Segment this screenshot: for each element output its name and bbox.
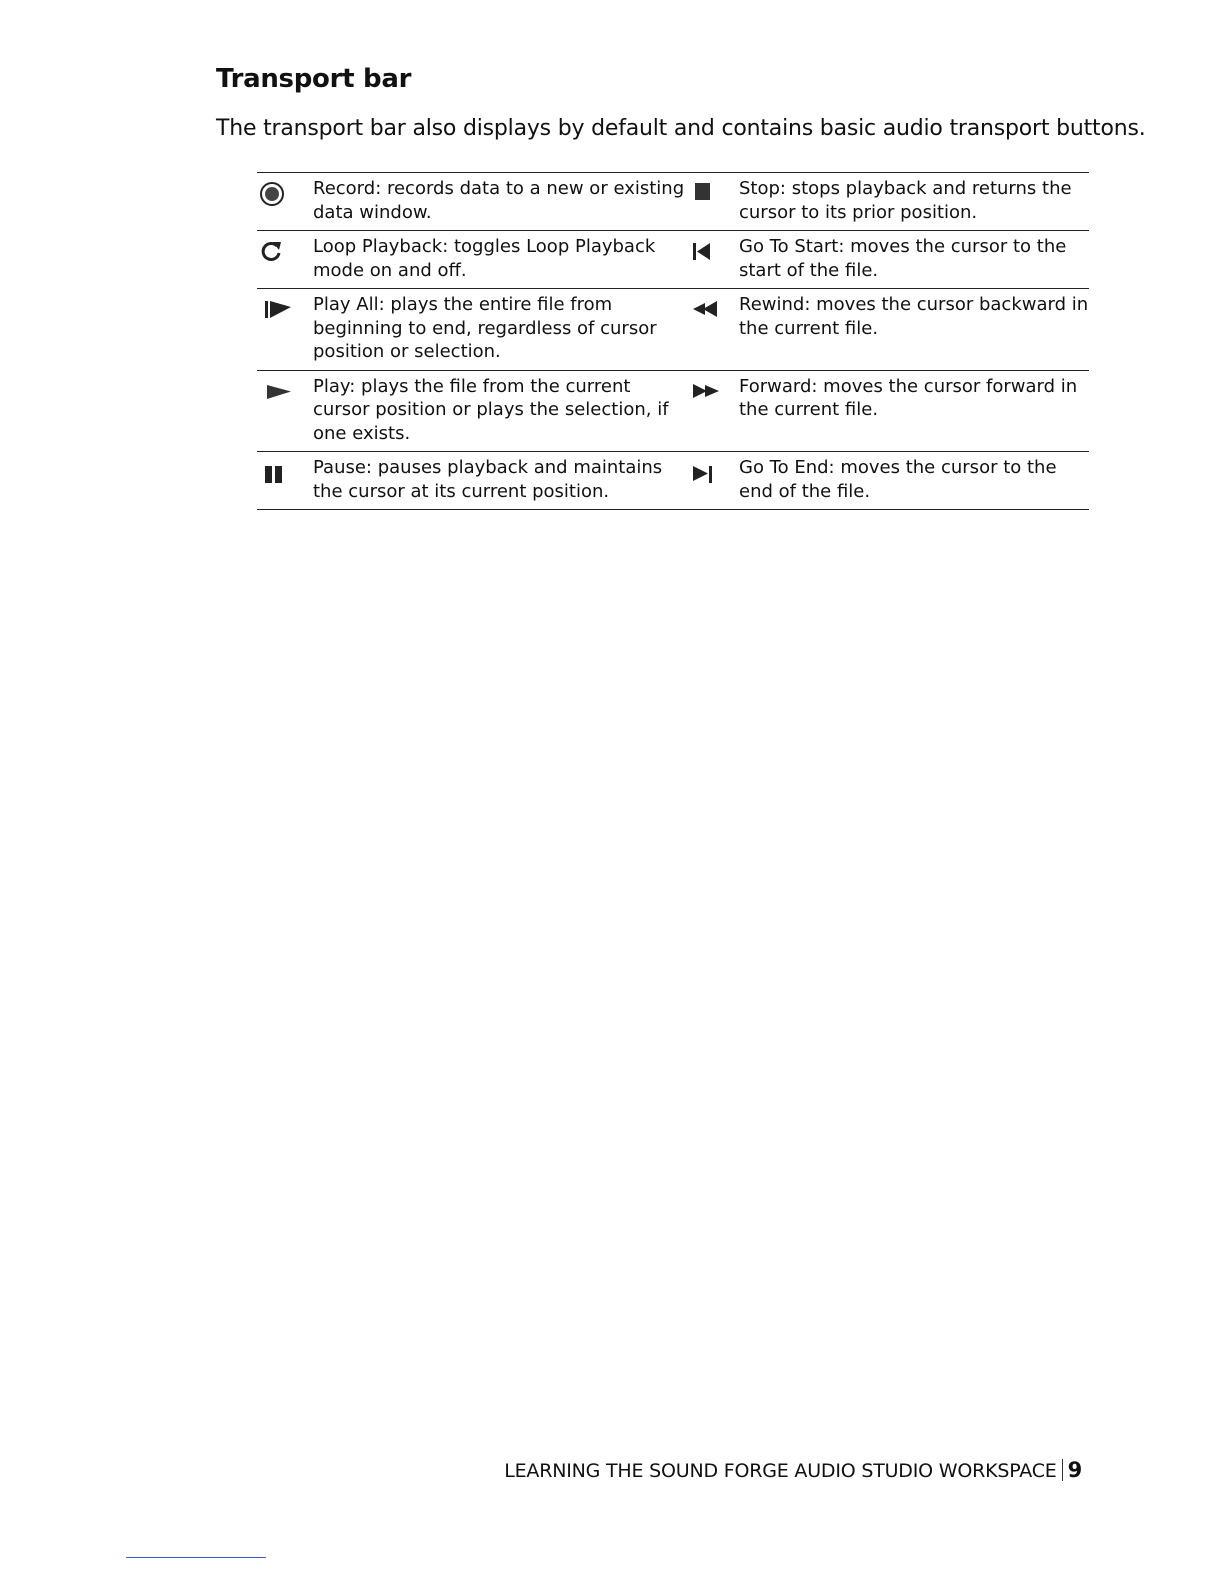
table-row	[257, 289, 1089, 371]
go-to-end-description: Go To End: moves the cursor to the end of the file.	[739, 452, 1089, 510]
intro-paragraph: The transport bar also displays by default and contains basic audio transport buttons.	[216, 116, 1146, 141]
section-title: Transport bar	[216, 64, 412, 94]
go-to-start-icon	[691, 237, 731, 267]
pause-description: Pause: pauses playback and maintains the cursor at its current position.	[313, 452, 691, 510]
go-to-start-description: Go To Start: moves the cursor to the start of the file.	[739, 231, 1089, 289]
table-row	[257, 452, 1089, 510]
play-description: Play: plays the file from the current cursor position or plays the selection, if one exists.	[313, 370, 691, 452]
page-number: 9	[1067, 1458, 1082, 1482]
record-description: Record: records data to a new or existing data window.	[313, 173, 691, 231]
play-all-description: Play All: plays the entire file from beginning to end, regardless of cursor position or selection.	[313, 289, 691, 371]
play-icon	[257, 377, 297, 407]
stop-description: Stop: stops playback and returns the cursor to its prior position.	[739, 173, 1089, 231]
table-row	[257, 231, 1089, 289]
transport-buttons-table	[257, 172, 1089, 510]
stop-icon	[691, 179, 731, 209]
pause-icon	[257, 458, 297, 488]
rewind-icon	[691, 295, 731, 325]
rewind-description: Rewind: moves the cursor backward in the current file.	[739, 289, 1089, 371]
forward-icon	[691, 377, 731, 407]
table-row	[257, 370, 1089, 452]
table-row	[257, 173, 1089, 231]
loop-description: Loop Playback: toggles Loop Playback mode on and off.	[313, 231, 691, 289]
play-all-icon	[257, 295, 297, 325]
footer-divider	[1062, 1459, 1063, 1481]
go-to-end-icon	[691, 458, 731, 488]
loop-icon	[257, 237, 297, 267]
bottom-rule	[126, 1557, 266, 1558]
record-icon	[257, 179, 297, 209]
footer-section-title: LEARNING THE SOUND FORGE AUDIO STUDIO WORKSPACE	[504, 1460, 1057, 1482]
page-footer	[504, 1458, 1082, 1482]
forward-description: Forward: moves the cursor forward in the current file.	[739, 370, 1089, 452]
